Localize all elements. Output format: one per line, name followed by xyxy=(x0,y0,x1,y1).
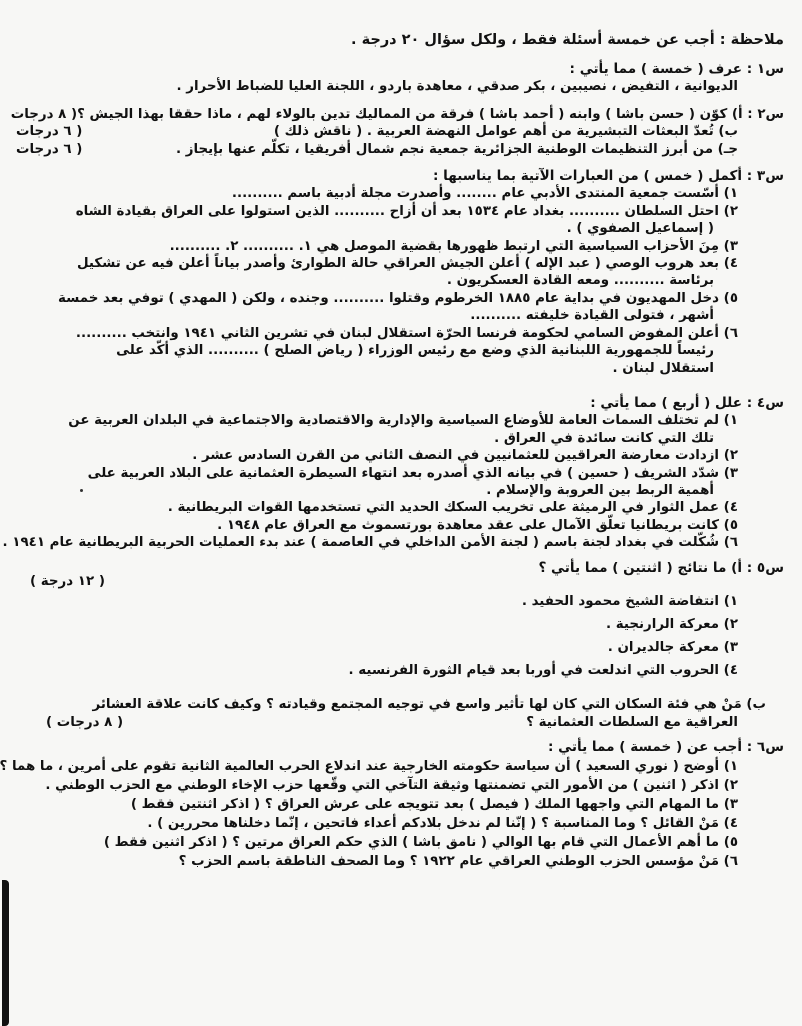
question-6-head: س٦ : أجب عن ( خمسة ) مما يأتي : xyxy=(547,739,784,756)
question-3-line: استقلال لبنان . xyxy=(612,360,714,376)
question-4-line: تلك التي كانت سائدة في العراق . xyxy=(494,430,714,446)
question-2-a-grade: ( ٨ درجات xyxy=(10,106,78,122)
question-3-line: ١) أسّست جمعية المنتدى الأدبي عام ........ وأصدرت مجلة أدبية باسم .......... xyxy=(231,186,738,202)
question-5-part-b: ب) مَنْ هي فئة السكان التي كان لها تأثير واسع في توجيه المجتمع وقيادته ؟ وكيف كانت علاقة العشائر xyxy=(92,697,766,713)
question-5-b-text: العراقية مع السلطات العثمانية ؟ xyxy=(526,714,738,730)
question-3-line: برئاسة .......... ومعه القادة العسكريون . xyxy=(446,273,714,289)
question-6 xyxy=(0,739,784,870)
question-2-part-b xyxy=(16,123,784,140)
question-2-part-c xyxy=(16,141,784,158)
question-4-head: س٤ : علل ( أربع ) مما يأتي : xyxy=(590,394,784,411)
question-1-terms: الديوانية ، التفيض ، نصيبين ، بكر صدقي ، معاهدة باردو ، اللجنة العليا للضباط الأحرار . xyxy=(176,79,738,95)
question-6-line: ٣) ما المهام التي واجهها الملك ( فيصل ) بعد تتويجه على عرش العراق ؟ ( اذكر اثنتين فقط ) xyxy=(130,796,738,812)
question-2-part-a xyxy=(10,106,784,123)
question-5 xyxy=(16,560,784,732)
question-4-line: ١) لم تختلف السمات العامة للأوضاع السياسية والإدارية والاقتصادية والاجتماعية في البلدان العربية عن xyxy=(68,413,738,429)
question-5-a-grade: ( ١٢ درجة ) xyxy=(30,573,105,589)
question-6-line: ٤) مَنْ القائل ؟ وما المناسبة ؟ ( إنّنا لم ندخل بلادكم أعداء فاتحين ، إنّما دخلناها محررين ) . xyxy=(147,815,738,831)
exam-note: ملاحظة : أجب عن خمسة أسئلة فقط ، ولكل سؤال ٢٠ درجة . xyxy=(351,32,784,48)
question-4-line: ٢) ازدادت معارضة العراقيين للعثمانيين في النصف الثاني من القرن السادس عشر . xyxy=(192,448,738,464)
question-5-part-b-cont xyxy=(16,714,784,731)
question-2 xyxy=(10,106,784,158)
question-1-head: س١ : عرف ( خمسة ) مما يأتي : xyxy=(569,61,784,77)
question-5-b-grade: ( ٨ درجات ) xyxy=(46,714,124,730)
question-5-line: ٢) معركة الرارنجية . xyxy=(606,617,738,633)
question-6-line: ٦) مَنْ مؤسس الحزب الوطني العراقي عام ١٩٢٢ ؟ وما الصحف الناطقة باسم الحزب ؟ xyxy=(178,853,738,869)
question-4-line: ٣) شدّد الشريف ( حسين ) في بيانه الذي أصدره بعد انتهاء السيطرة العثمانية على البلاد العربية على xyxy=(87,465,738,481)
question-6-line: ٢) اذكر ( اثنين ) من الأمور التي تضمنتها وثيقة التآخي التي وقّعها حزب الإخاء الوطني مع الحزب الوطني . xyxy=(45,777,738,793)
question-6-line: ٥) ما أهم الأعمال التي قام بها الوالي ( نامق باشا ) الذي حكم العراق مرتين ؟ ( اذكر اثنين فقط ) xyxy=(103,834,738,850)
question-4-line: ٦) شُكّلت في بغداد لجنة باسم ( لجنة الأمن الداخلي في العاصمة ) عند بدء العمليات الحربية البريطانية عام ١٩٤١ . xyxy=(2,535,738,551)
scan-shadow-edge xyxy=(2,880,9,1026)
ink-speck xyxy=(80,489,83,492)
question-2-c-grade: ( ٦ درجات xyxy=(16,141,83,157)
question-4-line: ٤) عمل الثوار في الرميثة على تخريب السكك الحديد التي تستخدمها القوات البريطانية . xyxy=(167,500,738,516)
question-3-line: ٥) دخل المهديون في بداية عام ١٨٨٥ الخرطوم وقتلوا .......... وجنده ، ولكن ( المهدي ) توفي بعد خمسة xyxy=(57,290,738,306)
question-3-line: ٤) بعد هروب الوصي ( عبد الإله ) أعلن الجيش العراقي حالة الطوارئ وأصدر بياناً أعلن فيه عن تشكيل xyxy=(76,256,738,272)
question-2-a-text: س٢ : أ) كوّن ( حسن باشا ) وابنه ( أحمد باشا ) فرقة من المماليك تدين بالولاء لهم ، ماذا حققا بهذا الجيش ؟ xyxy=(77,106,784,122)
exam-page xyxy=(2,0,802,1026)
question-5-line: ٣) معركة جالديران . xyxy=(607,640,738,656)
question-1 xyxy=(16,61,784,96)
question-2-b-grade: ( ٦ درجات xyxy=(16,124,83,140)
question-6-line: ١) أوضح ( نوري السعيد ) أن سياسة حكومته الخارجية عند اندلاع الحرب العالمية الثانية تقوم على أمرين ، ما هما ؟ xyxy=(0,758,738,774)
question-2-c-text: جـ) من أبرز التنظيمات الوطنية الجزائرية جمعية نجم شمال أفريقيا ، تكلّم عنها بإيجاز . xyxy=(175,141,738,157)
question-2-b-text: ب) تُعدّ البعثات التبشيرية من أهم عوامل النهضة العربية . ( ناقش ذلك ) xyxy=(273,124,738,140)
question-3-line: ٣) مِنَ الأحزاب السياسية التي ارتبط ظهورها بقضية الموصل هي ١. .......... ٢. .......... xyxy=(169,238,738,254)
question-3-head: س٣ : أكمل ( خمس ) من العبارات الآتية بما يناسبها : xyxy=(432,168,784,185)
question-4 xyxy=(2,394,784,552)
question-3-line: ٦) أعلن المفوض السامي لحكومة فرنسا الحرّة استقلال لبنان في تشرين الثاني ١٩٤١ وانتخب .......... xyxy=(75,325,738,341)
question-4-line: ٥) كانت بريطانيا تعلّق الآمال على عقد معاهدة بورتسموث مع العراق عام ١٩٤٨ . xyxy=(217,517,738,533)
question-3-line: ٢) احتل السلطان .......... بغداد عام ١٥٣٤ بعد أن أزاح .......... الذين استولوا على العراق بقيادة الشاه xyxy=(75,203,738,219)
question-3-line: أشهر ، فتولى القيادة خليفته .......... xyxy=(470,308,714,324)
question-4-line: أهمية الربط بين العروبة والإسلام . xyxy=(486,482,714,498)
question-3 xyxy=(16,168,784,377)
question-3-line: رئيساً للجمهورية اللبنانية الذي وضع مع رئيس الوزراء ( رياض الصلح ) .......... الذي أكّد على xyxy=(116,343,714,359)
question-3-line: ( إسماعيل الصفوي ) . xyxy=(566,221,714,237)
question-5-line: ١) انتفاضة الشيخ محمود الحفيد . xyxy=(521,594,738,610)
question-5-part-a: س٥ : أ) ما نتائج ( اثنتين ) مما يأتي ؟ xyxy=(538,559,784,576)
question-5-line: ٤) الحروب التي اندلعت في أوربا بعد قيام الثورة الفرنسيه . xyxy=(348,663,738,679)
